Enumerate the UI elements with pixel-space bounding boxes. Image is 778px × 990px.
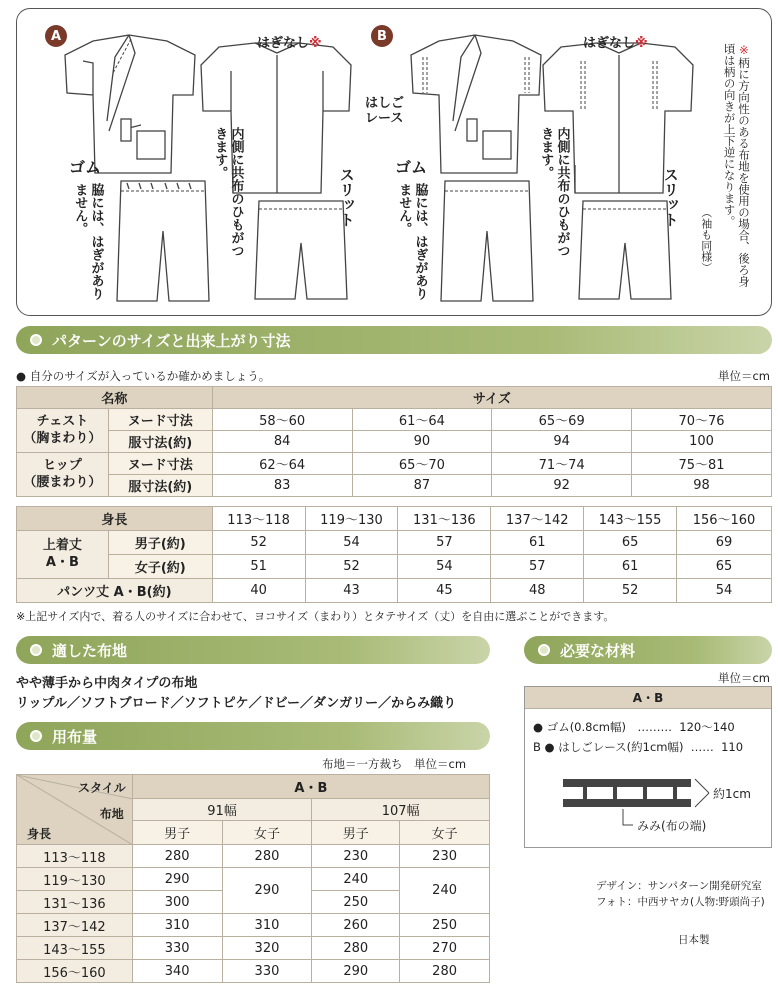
style-b-slit-label: スリット bbox=[661, 167, 680, 227]
style-b-badge: B bbox=[371, 25, 393, 47]
pants-length-cell: 40 bbox=[212, 579, 305, 603]
yardage-height-cell: 156〜160 bbox=[17, 960, 133, 983]
boys-header: 男子 bbox=[312, 821, 400, 845]
yardage-cell: 280 bbox=[132, 845, 222, 868]
yardage-section-title: 用布量 bbox=[52, 727, 98, 746]
fabric-type: やや薄手から中肉タイプの布地 bbox=[16, 676, 198, 691]
yardage-cell: 290 bbox=[132, 868, 222, 891]
selvage-label: みみ(布の端) bbox=[637, 819, 707, 833]
yardage-cell: 310 bbox=[222, 914, 312, 937]
pants-length-cell: 52 bbox=[584, 579, 677, 603]
yardage-cell: 310 bbox=[132, 914, 222, 937]
chest-nude-cell: 70〜76 bbox=[632, 409, 772, 431]
yardage-cell: 270 bbox=[400, 937, 490, 960]
height-cell: 156〜160 bbox=[677, 507, 772, 531]
top-boys-cell: 65 bbox=[584, 531, 677, 555]
girls-header: 女子 bbox=[222, 821, 312, 845]
hip-row-label: ヒップ （腰まわり） bbox=[17, 453, 109, 497]
yardage-height-cell: 143〜155 bbox=[17, 937, 133, 960]
style-b-inner-ties-label: 内側に共布のひもがつきます。 bbox=[538, 127, 570, 257]
top-length-label: 上着丈 A・B bbox=[17, 531, 109, 579]
chest-nude-cell: 61〜64 bbox=[352, 409, 492, 431]
hip-nude-label: ヌード寸法 bbox=[108, 453, 212, 475]
yardage-cell: 230 bbox=[312, 845, 400, 868]
size-check-note: ● 自分のサイズが入っているか確かめましょう。 bbox=[16, 369, 271, 383]
top-boys-cell: 61 bbox=[491, 531, 584, 555]
yardage-style-ab: A・B bbox=[132, 775, 489, 799]
chest-nude-cell: 65〜69 bbox=[492, 409, 632, 431]
yardage-cell: 330 bbox=[132, 937, 222, 960]
yardage-cell: 280 bbox=[312, 937, 400, 960]
top-girls-cell: 52 bbox=[305, 555, 398, 579]
hip-garment-cell: 87 bbox=[352, 475, 492, 497]
style-a-side-no-seam-label: 脇には、はぎがありません。 bbox=[72, 183, 104, 300]
top-boys-cell: 54 bbox=[305, 531, 398, 555]
yardage-cell: 300 bbox=[132, 891, 222, 914]
material-elastic: ● ゴム(0.8cm幅) ……… 120〜140 bbox=[533, 720, 735, 734]
height-cell: 119〜130 bbox=[305, 507, 398, 531]
section-bullet-icon bbox=[538, 644, 550, 656]
top-boys-cell: 52 bbox=[212, 531, 305, 555]
yardage-table bbox=[16, 774, 490, 983]
lace-width-label: 約1cm bbox=[713, 787, 751, 801]
style-a-pants-back bbox=[253, 197, 349, 303]
style-b-no-seam-label: はぎなし※ bbox=[583, 36, 648, 51]
yardage-style-label: スタイル bbox=[78, 781, 126, 795]
top-girls-cell: 65 bbox=[677, 555, 772, 579]
yardage-cell: 280 bbox=[400, 960, 490, 983]
pattern-direction-sub-note: （袖も同様） bbox=[699, 207, 713, 273]
made-in-japan: 日本製 bbox=[678, 934, 710, 946]
top-girls-cell: 54 bbox=[398, 555, 491, 579]
yardage-cell: 260 bbox=[312, 914, 400, 937]
yardage-cell: 250 bbox=[400, 914, 490, 937]
yardage-cell: 330 bbox=[222, 960, 312, 983]
materials-section-header bbox=[524, 636, 772, 664]
yardage-cell: 230 bbox=[400, 845, 490, 868]
pants-length-label: パンツ丈 A・B(約) bbox=[17, 579, 213, 603]
yardage-cell: 340 bbox=[132, 960, 222, 983]
hip-nude-cell: 75〜81 bbox=[632, 453, 772, 475]
top-boys-cell: 69 bbox=[677, 531, 772, 555]
height-cell: 131〜136 bbox=[398, 507, 491, 531]
section-bullet-icon bbox=[30, 730, 42, 742]
style-b-ladder-lace-label: はしごレース bbox=[365, 96, 405, 126]
width-91-header: 91幅 bbox=[132, 799, 312, 821]
boys-header: 男子 bbox=[132, 821, 222, 845]
material-ladder-lace: B ● はしごレース(約1cm幅) …… 110 bbox=[533, 740, 744, 754]
hip-garment-cell: 83 bbox=[212, 475, 352, 497]
pants-length-cell: 43 bbox=[305, 579, 398, 603]
section-bullet-icon bbox=[30, 334, 42, 346]
height-cell: 137〜142 bbox=[491, 507, 584, 531]
fabric-list: リップル／ソフトブロード／ソフトピケ／ドビー／ダンガリー／からみ織り bbox=[16, 696, 457, 711]
fabric-section-title: 適した布地 bbox=[52, 641, 128, 660]
section-bullet-icon bbox=[30, 644, 42, 656]
style-a-pants-front bbox=[115, 177, 211, 305]
style-b-pants-back bbox=[577, 197, 673, 303]
hip-garment-cell: 92 bbox=[492, 475, 632, 497]
hip-nude-cell: 62〜64 bbox=[212, 453, 352, 475]
chest-nude-label: ヌード寸法 bbox=[108, 409, 212, 431]
garment-illustration-panel bbox=[16, 8, 772, 316]
top-girls-label: 女子(約) bbox=[108, 555, 212, 579]
fabric-section-header bbox=[16, 636, 490, 664]
width-107-header: 107幅 bbox=[312, 799, 490, 821]
chest-garment-cell: 84 bbox=[212, 431, 352, 453]
girls-header: 女子 bbox=[400, 821, 490, 845]
yardage-cell: 280 bbox=[222, 845, 312, 868]
yardage-height-cell: 131〜136 bbox=[17, 891, 133, 914]
pants-length-cell: 54 bbox=[677, 579, 772, 603]
yardage-section-header bbox=[16, 722, 490, 750]
style-a-no-seam-label: はぎなし※ bbox=[257, 36, 322, 51]
chest-garment-cell: 100 bbox=[632, 431, 772, 453]
style-a-inner-ties-label: 内側に共布のひもがつきます。 bbox=[212, 127, 244, 257]
size-table bbox=[16, 386, 772, 497]
height-header-label: 身長 bbox=[17, 507, 213, 531]
top-boys-cell: 57 bbox=[398, 531, 491, 555]
credit-design: デザイン：サンパターン開発研究室 bbox=[596, 880, 762, 892]
height-cell: 113〜118 bbox=[212, 507, 305, 531]
yardage-corner-cell bbox=[17, 775, 133, 845]
size-unit-note: 単位＝cm bbox=[717, 369, 770, 383]
style-b-side-no-seam-label: 脇には、はぎがありません。 bbox=[396, 183, 428, 300]
length-table bbox=[16, 506, 772, 603]
yardage-cell: 320 bbox=[222, 937, 312, 960]
hip-garment-cell: 98 bbox=[632, 475, 772, 497]
yardage-height-cell: 119〜130 bbox=[17, 868, 133, 891]
materials-header: A・B bbox=[525, 687, 771, 709]
chest-row-label: チェスト （胸まわり） bbox=[17, 409, 109, 453]
yardage-note: 布地＝一方裁ち 単位＝cm bbox=[322, 757, 467, 771]
yardage-fabric-label: 布地 bbox=[99, 807, 124, 821]
style-a-slit-label: スリット bbox=[337, 167, 356, 227]
hip-garment-label: 服寸法(約) bbox=[108, 475, 212, 497]
size-table-header-size: サイズ bbox=[212, 387, 771, 409]
top-boys-label: 男子(約) bbox=[108, 531, 212, 555]
style-b-elastic-label: ゴム bbox=[395, 158, 428, 177]
pants-length-cell: 45 bbox=[398, 579, 491, 603]
size-section-title: パターンのサイズと出来上がり寸法 bbox=[52, 331, 291, 350]
yardage-cell: 290 bbox=[312, 960, 400, 983]
materials-section-title: 必要な材料 bbox=[560, 641, 636, 660]
materials-unit-note: 単位＝cm bbox=[717, 671, 770, 685]
top-girls-cell: 57 bbox=[491, 555, 584, 579]
yardage-height-cell: 113〜118 bbox=[17, 845, 133, 868]
credit-photo: フォト：中西サヤカ(人物:野頭尚子) bbox=[596, 896, 765, 908]
yardage-cell: 290 bbox=[222, 868, 312, 914]
yardage-height-cell: 137〜142 bbox=[17, 914, 133, 937]
hip-nude-cell: 71〜74 bbox=[492, 453, 632, 475]
chest-garment-cell: 90 bbox=[352, 431, 492, 453]
hip-nude-cell: 65〜70 bbox=[352, 453, 492, 475]
style-b-jacket-front bbox=[409, 33, 543, 179]
style-a-elastic-label: ゴム bbox=[69, 158, 102, 177]
materials-box bbox=[524, 686, 772, 848]
pattern-direction-note: ※柄に方向性のある布地を使用の場合、後ろ身頃は柄の向きが上下逆になります。 bbox=[722, 43, 751, 287]
style-b-pants-front bbox=[439, 177, 535, 305]
yardage-cell: 240 bbox=[312, 868, 400, 891]
chest-garment-cell: 94 bbox=[492, 431, 632, 453]
chest-garment-label: 服寸法(約) bbox=[108, 431, 212, 453]
style-a-badge: A bbox=[45, 25, 67, 47]
size-footnote: ※上記サイズ内で、着る人のサイズに合わせて、ヨコサイズ（まわり）とタテサイズ（丈）を自由に選ぶことができます。 bbox=[16, 610, 615, 623]
yardage-cell: 250 bbox=[312, 891, 400, 914]
height-cell: 143〜155 bbox=[584, 507, 677, 531]
pants-length-cell: 48 bbox=[491, 579, 584, 603]
chest-nude-cell: 58〜60 bbox=[212, 409, 352, 431]
yardage-height-label: 身長 bbox=[27, 827, 52, 841]
size-table-header-name: 名称 bbox=[17, 387, 213, 409]
yardage-cell: 240 bbox=[400, 868, 490, 914]
top-girls-cell: 51 bbox=[212, 555, 305, 579]
size-section-header bbox=[16, 326, 772, 354]
top-girls-cell: 61 bbox=[584, 555, 677, 579]
